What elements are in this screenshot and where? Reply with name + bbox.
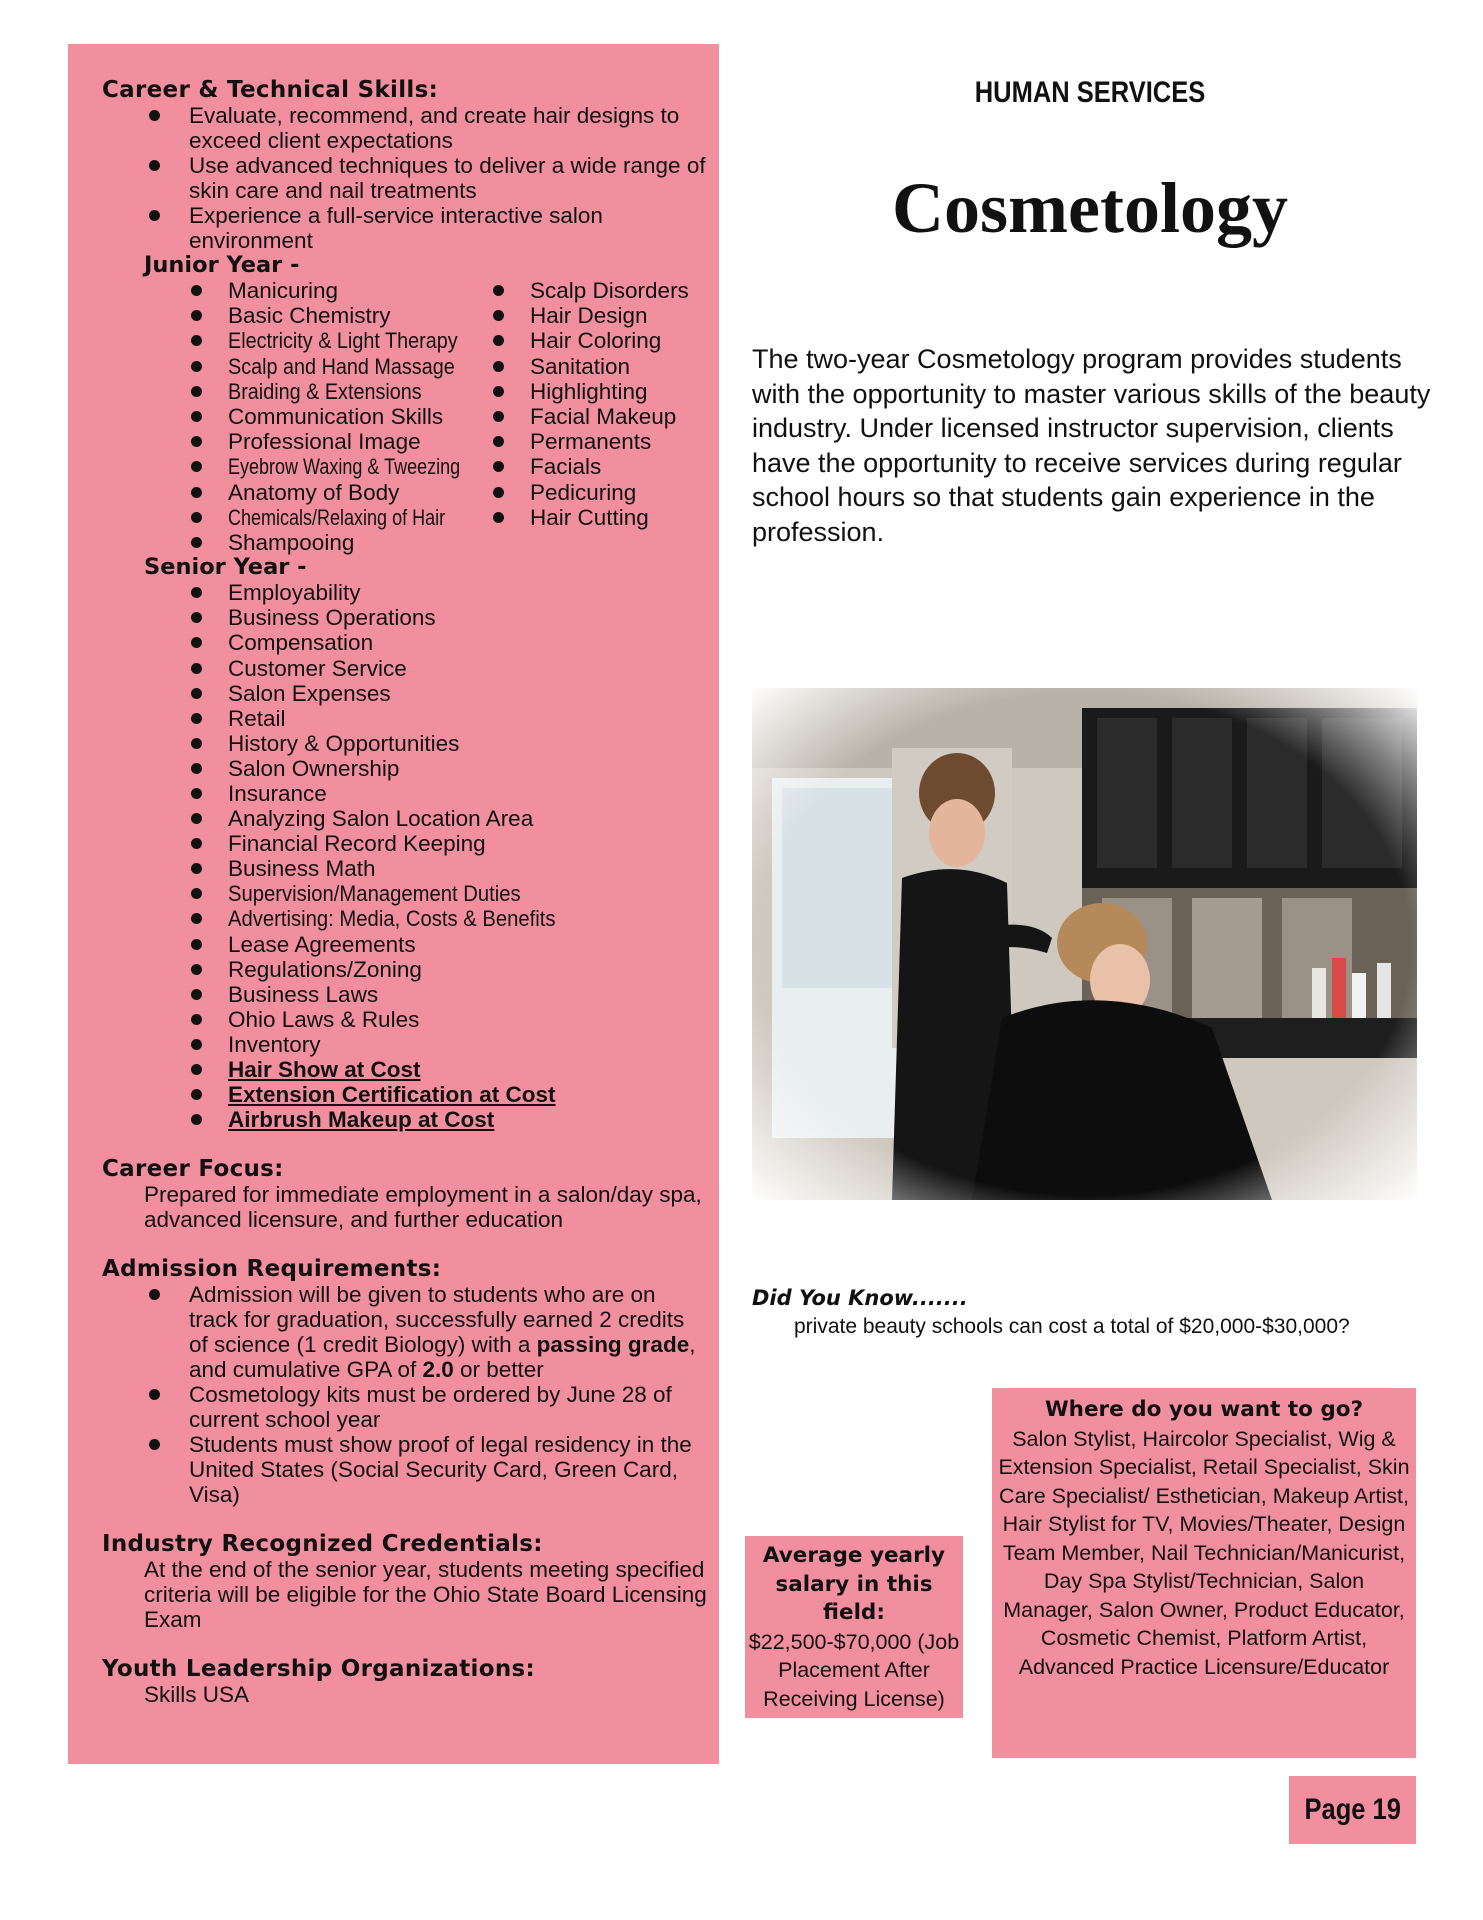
list-item: Customer Service: [190, 656, 709, 681]
did-you-know-heading: Did You Know.......: [752, 1286, 968, 1310]
careers-box: [992, 1388, 1416, 1758]
list-item: Permanents: [492, 429, 689, 454]
item-text: Braiding & Extensions: [228, 378, 422, 404]
list-item: [190, 1057, 709, 1082]
left-info-panel: [68, 44, 719, 1764]
list-item: Scalp Disorders: [492, 278, 689, 303]
list-item: Regulations/Zoning: [190, 957, 709, 982]
list-item: Compensation: [190, 630, 709, 655]
list-item: Salon Expenses: [190, 681, 709, 706]
page-number-text: Page 19: [1304, 1793, 1401, 1826]
item-text: Eyebrow Waxing & Tweezing: [228, 454, 461, 480]
list-item: Facials: [492, 454, 689, 479]
list-item: Professional Image: [190, 429, 492, 454]
item-text: , and cumulative GPA of: [189, 1332, 696, 1383]
item-bold: 2.0: [422, 1357, 454, 1383]
item-text: Admission will be given to students who are on track for graduation, successfully earned 2 credits of science (1 credit Biology) with a: [189, 1282, 685, 1358]
list-item: Highlighting: [492, 379, 689, 404]
item-text: Extension Certification at Cost: [228, 1082, 556, 1108]
list-item: [190, 328, 492, 353]
junior-col-1: [190, 278, 492, 555]
item-bold: passing grade: [536, 1332, 690, 1358]
youth-leadership-heading: Youth Leadership Organizations:: [102, 1656, 535, 1683]
list-item: Inventory: [190, 1032, 709, 1057]
list-item: Ohio Laws & Rules: [190, 1007, 709, 1032]
list-item: Lease Agreements: [190, 932, 709, 957]
list-item: Business Laws: [190, 982, 709, 1007]
list-item: Evaluate, recommend, and create hair designs to exceed client expectations: [146, 103, 709, 153]
list-item: Salon Ownership: [190, 756, 709, 781]
list-item: Experience a full-service interactive salon environment: [146, 203, 709, 253]
junior-year-heading: Junior Year -: [144, 252, 300, 278]
item-text: Chemicals/Relaxing of Hair: [228, 504, 446, 530]
senior-year-heading: Senior Year -: [144, 554, 307, 581]
list-item: [190, 906, 709, 931]
credentials-text: At the end of the senior year, students meeting specified criteria will be eligible for the Ohio State Board Licensing Exam: [144, 1557, 707, 1633]
list-item: Financial Record Keeping: [190, 831, 709, 856]
list-item: [190, 505, 492, 530]
career-focus-text: Prepared for immediate employment in a salon/day spa, advanced licensure, and further education: [144, 1182, 702, 1233]
intro-paragraph: The two-year Cosmetology program provides students with the opportunity to master various skills of the beauty industry. Under licensed instructor supervision, clients have the opportunity to receive services during regular school hours so that students gain experience in the profession.: [752, 344, 1431, 547]
list-item: Sanitation: [492, 354, 689, 379]
list-item: [190, 881, 709, 906]
list-item: Analyzing Salon Location Area: [190, 806, 709, 831]
list-item: Manicuring: [190, 278, 492, 303]
item-text: or better: [453, 1357, 544, 1383]
list-item: Hair Cutting: [492, 505, 689, 530]
career-skills-list: [102, 103, 709, 253]
salary-text: $22,500-$70,000 (Job Placement After Receiving License): [748, 1629, 960, 1711]
list-item: Use advanced techniques to deliver a wide range of skin care and nail treatments: [146, 153, 709, 203]
career-skills-heading: Career & Technical Skills:: [102, 77, 439, 103]
list-item: History & Opportunities: [190, 731, 709, 756]
admission-heading: Admission Requirements:: [102, 1256, 442, 1283]
list-item: [190, 1107, 709, 1132]
list-item: [146, 1282, 709, 1382]
list-item: Business Operations: [190, 605, 709, 630]
list-item: Anatomy of Body: [190, 480, 492, 505]
careers-heading: Where do you want to go?: [1044, 1397, 1364, 1422]
page-number: [1289, 1776, 1416, 1844]
list-item: Hair Coloring: [492, 328, 689, 353]
list-item: Cosmetology kits must be ordered by June 28 of current school year: [146, 1382, 709, 1432]
list-item: [190, 354, 492, 379]
list-item: Basic Chemistry: [190, 303, 492, 328]
salon-photo: [752, 688, 1417, 1200]
category-heading: HUMAN SERVICES: [974, 76, 1206, 109]
youth-leadership-text: Skills USA: [144, 1682, 250, 1708]
list-item: Communication Skills: [190, 404, 492, 429]
list-item: [190, 454, 492, 479]
list-item: Facial Makeup: [492, 404, 689, 429]
list-item: Hair Design: [492, 303, 689, 328]
junior-year-columns: [102, 278, 709, 555]
list-item: Pedicuring: [492, 480, 689, 505]
career-focus-heading: Career Focus:: [102, 1156, 284, 1183]
did-you-know-text: private beauty schools can cost a total of $20,000-$30,000?: [794, 1315, 1350, 1338]
item-text: Advertising: Media, Costs & Benefits: [228, 906, 556, 932]
list-item: Retail: [190, 706, 709, 731]
careers-text: Salon Stylist, Haircolor Specialist, Wig & Extension Specialist, Retail Specialist, Skin Care Specialist/ Esthetician, Makeup Artist, Hair Stylist for TV, Movies/Theater, Design Team Member, Nail Technician/Manicurist, Day Spa Stylist/Technician, Salon Manager, Salon Owner, Product Educator, Cosmetic Chemist, Platform Artist, Advanced Practice Licensure/Educator: [998, 1426, 1410, 1679]
junior-col-2: [492, 278, 689, 555]
list-item: Employability: [190, 580, 709, 605]
item-text: Airbrush Makeup at Cost: [228, 1107, 495, 1133]
list-item: [190, 1082, 709, 1107]
item-text: Electricity & Light Therapy: [228, 328, 458, 354]
admission-list: [102, 1282, 709, 1507]
list-item: Shampooing: [190, 530, 492, 555]
list-item: Insurance: [190, 781, 709, 806]
list-item: Business Math: [190, 856, 709, 881]
senior-year-list: [102, 580, 709, 1132]
item-text: Scalp and Hand Massage: [228, 353, 455, 379]
page-title: Cosmetology: [892, 168, 1288, 248]
credentials-heading: Industry Recognized Credentials:: [102, 1531, 543, 1558]
item-text: Hair Show at Cost: [228, 1057, 421, 1083]
salary-box: [745, 1536, 963, 1718]
item-text: Supervision/Management Duties: [228, 881, 521, 907]
list-item: [190, 379, 492, 404]
list-item: Students must show proof of legal residency in the United States (Social Security Card, Green Card, Visa): [146, 1432, 709, 1507]
salary-heading: Average yearly salary in this field:: [762, 1543, 946, 1625]
